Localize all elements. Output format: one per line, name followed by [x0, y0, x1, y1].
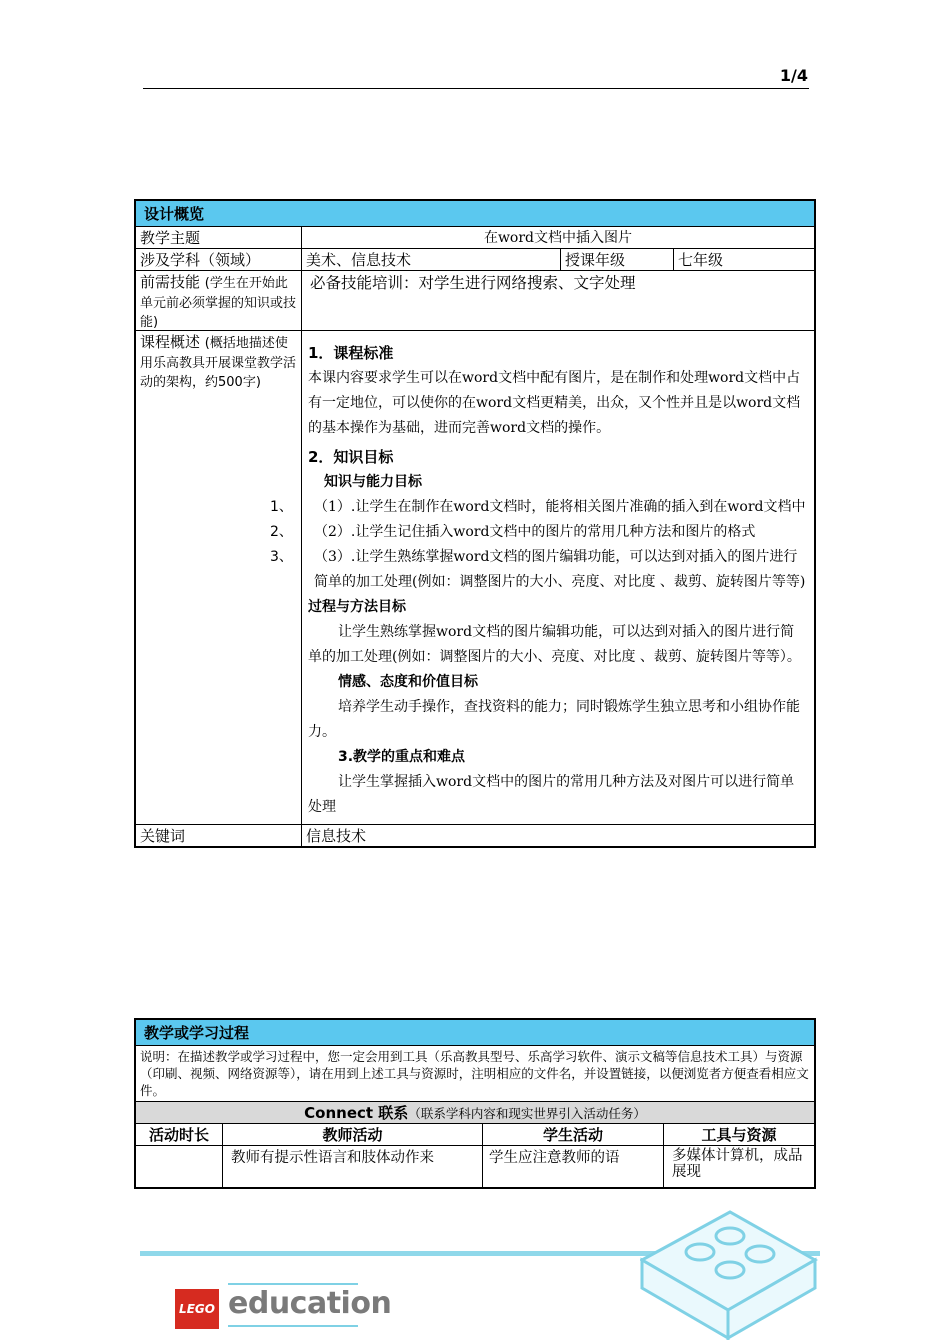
objective-text: （2）.让学生记住插入word文档中的图片的常用几种方法和图片的格式: [314, 524, 756, 540]
teaching-process-table: [134, 1018, 816, 1189]
topic-label: 教学主题: [135, 227, 302, 249]
lego-logo: LEGO: [175, 1289, 219, 1329]
lego-brick-icon: [640, 1190, 820, 1340]
topic-value: 在word文档中插入图片: [302, 227, 816, 249]
design-overview-table: [134, 199, 816, 848]
brand-rule-bottom: [228, 1325, 358, 1327]
objective-number: 1、: [270, 499, 293, 515]
keyword-value: 信息技术: [302, 825, 816, 848]
objective-item: [270, 495, 808, 520]
prereq-label: 前需技能: [140, 273, 201, 291]
cell-time: [135, 1146, 223, 1188]
subject-label: 涉及学科（领域）: [135, 249, 302, 271]
connect-note: （联系学科内容和现实世界引入活动任务）: [408, 1106, 646, 1121]
col-header-time: 活动时长: [135, 1124, 223, 1146]
course-overview: [270, 331, 816, 825]
cell-tools: 多媒体计算机，成品展现: [664, 1146, 816, 1188]
page-number: 1/4: [779, 66, 808, 85]
connect-row: [135, 1102, 815, 1124]
objective-item: [270, 520, 808, 545]
course-note: (概括地描述使用乐高教具开展课堂教学活动的架构，约500字): [140, 336, 297, 390]
prereq-cell: [135, 271, 302, 331]
col-header-teacher: 教师活动: [223, 1124, 483, 1146]
prereq-value: 必备技能培训：对学生进行网络搜索、文字处理: [302, 271, 816, 331]
course-heading-3: 3.教学的重点和难点: [338, 749, 466, 765]
cell-teacher: 教师有提示性语言和肢体动作来: [223, 1146, 483, 1188]
course-cell: [135, 331, 302, 825]
course-paragraph-keypoints: 让学生掌握插入word文档中的图片的常用几种方法及对图片可以进行简单处理: [308, 774, 795, 815]
grade-value: 七年级: [674, 249, 816, 271]
course-paragraph-1: 本课内容要求学生可以在word文档中配有图片，是在制作和处理word文档中占有一定地位，可以使你的在word文档更精美，出众，又个性并且是以word文档的基本操作为基础，进而完善word文档的操作。: [308, 370, 801, 436]
objective-number: 2、: [270, 524, 293, 540]
course-paragraph-process: 让学生熟练掌握word文档的图片编辑功能，可以达到对插入的图片进行简单的加工处理(例如：调整图片的大小、亮度、对比度 、裁剪、旋转图片等等）。: [308, 624, 801, 665]
course-subheading-knowledge: 知识与能力目标: [324, 474, 422, 490]
course-paragraph-emotion: 培养学生动手操作，查找资料的能力；同时锻炼学生独立思考和小组协作能力。: [308, 699, 800, 740]
course-heading-2: 2．知识目标: [308, 448, 394, 466]
course-subheading-emotion: 情感、态度和价值目标: [338, 674, 478, 690]
objective-text: （1）.让学生在制作在word文档时，能将相关图片准确的插入到在word文档中: [314, 499, 806, 515]
col-header-tools: 工具与资源: [664, 1124, 816, 1146]
brand-text: education: [228, 1286, 392, 1321]
subject-value: 美术、信息技术: [302, 249, 561, 271]
objective-text: （3）.让学生熟练掌握word文档的图片编辑功能，可以达到对插入的图片进行简单的加工处理(例如：调整图片的大小、亮度、对比度 、裁剪、旋转图片等等): [314, 549, 806, 590]
course-subheading-process: 过程与方法目标: [308, 599, 406, 615]
header-rule: [143, 88, 809, 89]
prereq-note: (学生在开始此单元前必须掌握的知识或技能): [140, 276, 297, 330]
grade-label: 授课年级: [561, 249, 674, 271]
keyword-label: 关键词: [135, 825, 302, 848]
objective-number: 3、: [270, 549, 293, 565]
course-heading-1: 1．课程标准: [308, 344, 394, 362]
col-header-student: 学生活动: [483, 1124, 664, 1146]
course-label: 课程概述: [140, 333, 201, 351]
brand-rule-top: [228, 1283, 358, 1285]
overview-section-title: 设计概览: [135, 200, 815, 227]
connect-title: Connect 联系: [304, 1104, 409, 1122]
cell-student: 学生应注意教师的语: [483, 1146, 664, 1188]
objective-item: [270, 545, 808, 595]
process-note: 说明：在描述教学或学习过程中，您一定会用到工具（乐高教具型号、乐高学习软件、演示文稿等信息技术工具）与资源（印刷、视频、网络资源等），请在用到上述工具与资源时，注明相应的文件名，并设置链接，以便浏览者方便查看相应文件。: [135, 1046, 815, 1102]
process-section-title: 教学或学习过程: [135, 1019, 815, 1046]
